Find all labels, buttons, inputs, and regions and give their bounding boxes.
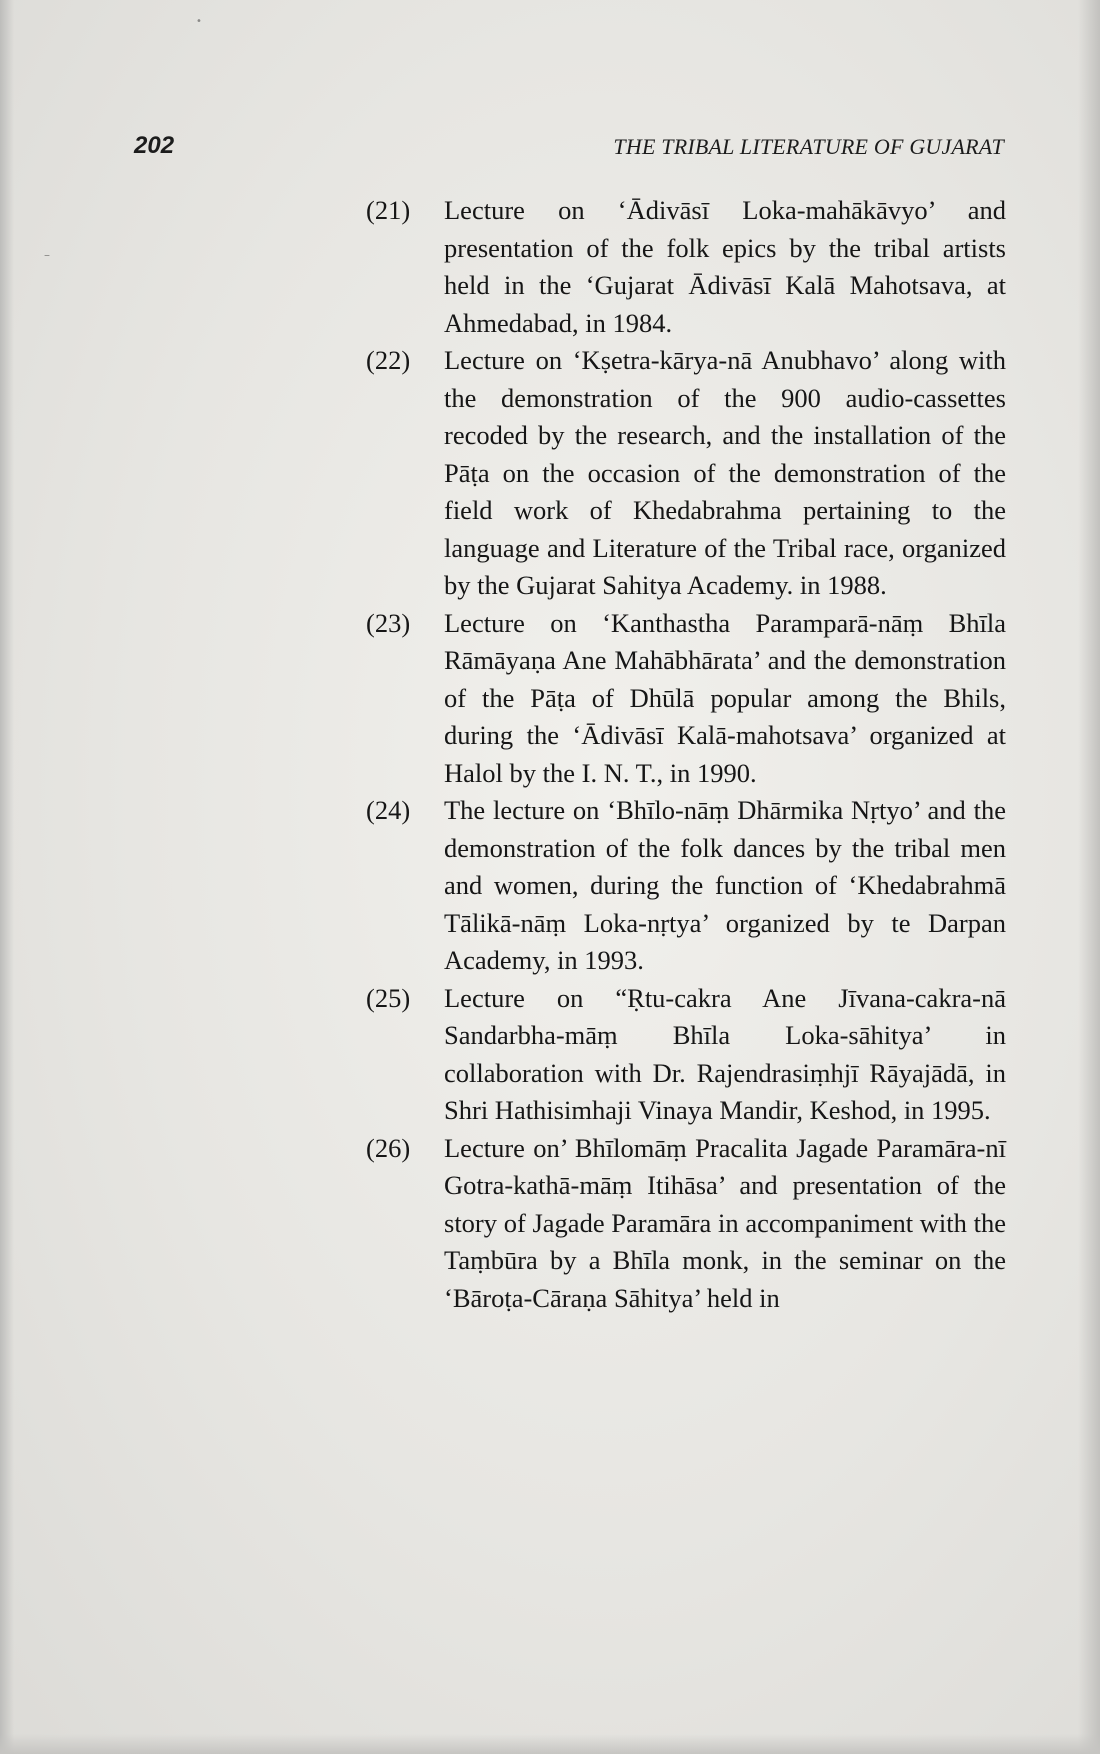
lecture-entry-23 — [366, 605, 1006, 793]
entry-text: Lecture on ‘Kanthastha Paramparā-nāṃ Bhīla Rāmāyaṇa Ane Mahābhārata’ and the demonstration of the Pāṭa of Dhūlā popular among the Bhils, during the ‘Ādivāsī Kalā-mahotsava’ organized at Halol by the I. N. T., in 1990. — [444, 607, 1006, 788]
page-number: 202 — [134, 132, 175, 159]
running-title: THE TRIBAL LITERATURE OF GUJARAT — [613, 134, 1004, 159]
lecture-list — [366, 192, 1006, 1317]
speck-mark: – — [44, 248, 50, 262]
lecture-entry-22 — [366, 342, 1006, 605]
lecture-entry-26 — [366, 1130, 1006, 1318]
entry-number: (24) — [366, 795, 411, 825]
scan-shadow-left — [0, 0, 14, 1754]
lecture-entry-25 — [366, 980, 1006, 1130]
scan-shadow-bottom — [0, 1734, 1100, 1754]
entry-text: Lecture on ‘Kṣetra-kārya-nā Anubhavo’ along with the demonstration of the 900 audio-cassettes recoded by the research, and the installation of the Pāṭa on the occasion of the demonstration of the field work of Khedabrahma pertaining to the language and Literature of the Tribal race, organized by the Gujarat Sahitya Academy. in 1988. — [444, 345, 1006, 600]
entry-text: Lecture on’ Bhīlomāṃ Pracalita Jagade Paramāra-nī Gotra-kathā-māṃ Itihāsa’ and presentation of the story of Jagade Paramāra in accompaniment with the Taṃbūra by a Bhīla monk, in the seminar on the ‘Bāroṭa-Cāraṇa Sāhitya’ held in — [444, 1132, 1006, 1313]
entry-number: (22) — [366, 345, 411, 375]
speck-mark: • — [196, 16, 202, 27]
scan-shadow-right — [1078, 0, 1100, 1754]
entry-number: (21) — [366, 195, 411, 225]
lecture-entry-24 — [366, 792, 1006, 980]
entry-number: (25) — [366, 982, 411, 1013]
entry-text: The lecture on ‘Bhīlo-nāṃ Dhārmika Nṛtyo’ and the demonstration of the folk dances by the tribal men and women, during the function of ‘Khedabrahmā Tālikā-nāṃ Loka-nṛtya’ organized by te Darpan Academy, in 1993. — [444, 795, 1006, 975]
entry-number: (23) — [366, 607, 411, 638]
entry-text: Lecture on “Ṛtu-cakra Ane Jīvana-cakra-nā Sandarbha-māṃ Bhīla Loka-sāhitya’ in collaboration with Dr. Rajendrasiṃhjī Rāyajādā, in Shri Hathisimhaji Vinaya Mandir, Keshod, in 1995. — [444, 982, 1006, 1125]
running-header — [134, 132, 1004, 166]
entry-text: Lecture on ‘Ādivāsī Loka-mahākāvyo’ and presentation of the folk epics by the tribal artists held in the ‘Gujarat Ādivāsī Kalā Mahotsava, at Ahmedabad, in 1984. — [444, 195, 1006, 338]
entry-number: (26) — [366, 1132, 411, 1163]
lecture-entry-21 — [366, 192, 1006, 342]
